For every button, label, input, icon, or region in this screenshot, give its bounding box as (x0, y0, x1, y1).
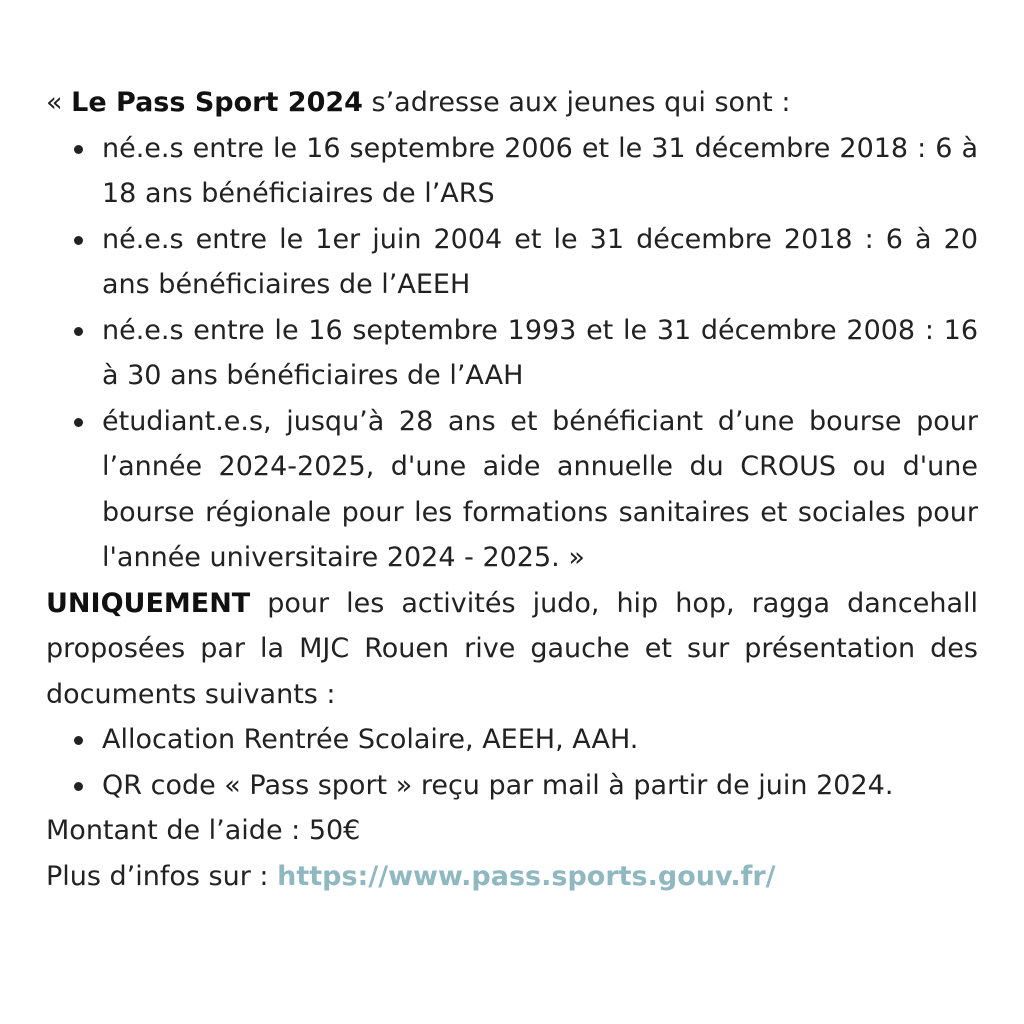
pass-sport-info (46, 80, 978, 899)
intro-title: Le Pass Sport 2024 (71, 87, 363, 118)
list-item: né.e.s entre le 1er juin 2004 et le 31 décembre 2018 : 6 à 20 ans bénéficiaires de l’AEEH (102, 217, 978, 308)
list-item: né.e.s entre le 16 septembre 1993 et le 31 décembre 2008 : 16 à 30 ans bénéficiaires de l’AAH (102, 308, 978, 399)
intro-line (46, 80, 978, 126)
condition-keyword: UNIQUEMENT (46, 587, 251, 619)
list-item: Allocation Rentrée Scolaire, AEEH, AAH. (102, 717, 978, 763)
list-item: né.e.s entre le 16 septembre 2006 et le 31 décembre 2018 : 6 à 18 ans bénéficiaires de l’ARS (102, 126, 978, 217)
more-info-line (46, 854, 978, 900)
condition-paragraph (46, 581, 978, 718)
eligibility-list (46, 126, 978, 581)
list-item: étudiant.e.s, jusqu’à 28 ans et bénéficiant d’une bourse pour l’année 2024-2025, d'une aide annuelle du CROUS ou d'une bourse régionale pour les formations sanitaires et sociales pour l'année universitaire 2024 - 2025. » (102, 399, 978, 581)
intro-text: s’adresse aux jeunes qui sont : (362, 87, 791, 118)
open-quote: « (46, 87, 72, 118)
pass-sport-link[interactable]: https://www.pass.sports.gouv.fr/ (277, 860, 776, 892)
condition-text: pour les activités judo, hip hop, ragga dancehall proposées par la MJC Rouen rive gauche et sur présentation des documents suivants : (46, 587, 978, 710)
more-info-label: Plus d’infos sur : (46, 860, 278, 892)
documents-list (46, 717, 978, 808)
list-item: QR code « Pass sport » reçu par mail à partir de juin 2024. (102, 763, 978, 809)
amount-line: Montant de l’aide : 50€ (46, 815, 361, 846)
